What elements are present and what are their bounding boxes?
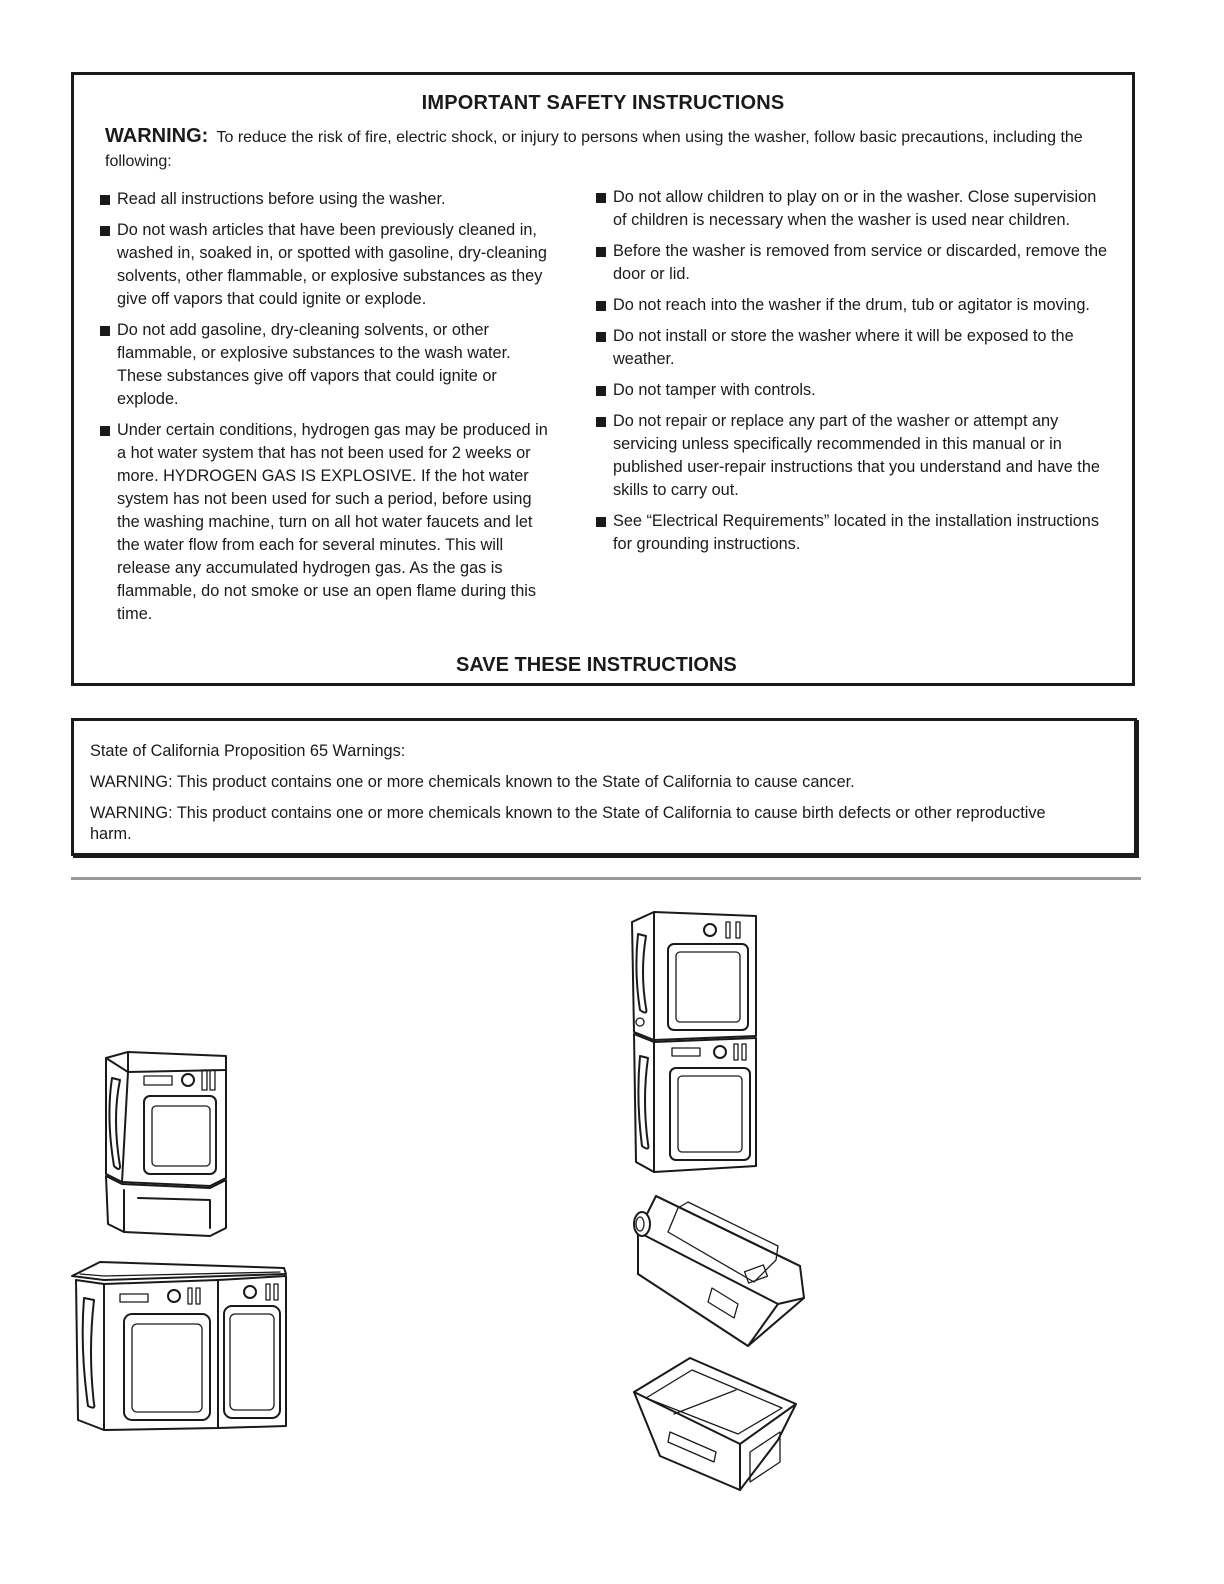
safety-title: IMPORTANT SAFETY INSTRUCTIONS — [421, 92, 785, 114]
list-item: See “Electrical Requirements” located in the installation instructions for grounding instructions. — [594, 510, 1114, 556]
right-column — [594, 186, 1114, 564]
bullet-square-icon — [596, 332, 606, 342]
safety-instructions-box — [71, 72, 1135, 686]
list-item: Do not repair or replace any part of the washer or attempt any servicing unless specifically recommended in this manual or in published user-repair instructions that you understand and have the skills to carry out. — [594, 410, 1114, 502]
warning-label: WARNING: — [105, 125, 209, 147]
bullet-square-icon — [596, 417, 606, 427]
bullet-square-icon — [596, 301, 606, 311]
warning-text: To reduce the risk of fire, electric shock, or injury to persons when using the washer, follow basic precautions, including the following: — [105, 129, 1083, 170]
list-item: Read all instructions before using the washer. — [98, 188, 558, 211]
list-item: Before the washer is removed from service or discarded, remove the door or lid. — [594, 240, 1114, 286]
save-instructions-title: SAVE THESE INSTRUCTIONS — [456, 654, 737, 676]
prop65-title: State of California Proposition 65 Warnings: — [90, 742, 406, 760]
prop65-warning-birth-defects: WARNING: This product contains one or more chemicals known to the State of California to cause birth defects or other reproductive harm. — [90, 804, 1046, 843]
bullet-square-icon — [596, 386, 606, 396]
bullet-square-icon — [596, 193, 606, 203]
bullet-square-icon — [596, 517, 606, 527]
list-item: Do not reach into the washer if the drum, tub or agitator is moving. — [594, 294, 1114, 317]
section-divider — [71, 877, 1141, 880]
list-item: Under certain conditions, hydrogen gas may be produced in a hot water system that has not been used for 2 weeks or more. HYDROGEN GAS IS EXPLOSIVE. If the hot water system has not been used for such a period, before using the washing machine, turn on all hot water faucets and let the water flow from each for several minutes. This will release any accumulated hydrogen gas. As the gas is flammable, do not smoke or use an open flame during this time. — [98, 419, 558, 626]
storage-bin-illustration — [630, 1352, 802, 1500]
bullet-square-icon — [100, 195, 110, 205]
prop65-warning-cancer: WARNING: This product contains one or more chemicals known to the State of California to cause cancer. — [90, 773, 855, 791]
list-item: Do not wash articles that have been previously cleaned in, washed in, soaked in, or spotted with gasoline, dry-cleaning solvents, other flammable, or explosive substances as they give off vapors that could ignite or explode. — [98, 219, 558, 311]
detergent-cartridge-illustration — [628, 1188, 810, 1354]
bullet-square-icon — [100, 326, 110, 336]
list-item: Do not add gasoline, dry-cleaning solvents, or other flammable, or explosive substances to the wash water. These substances give off vapors that could ignite or explode. — [98, 319, 558, 411]
bullet-square-icon — [596, 247, 606, 257]
stacked-washer-dryer-illustration — [628, 910, 764, 1180]
side-by-side-worksurface-illustration — [70, 1258, 292, 1438]
list-item: Do not tamper with controls. — [594, 379, 1114, 402]
list-item: Do not install or store the washer where it will be exposed to the weather. — [594, 325, 1114, 371]
bullet-square-icon — [100, 226, 110, 236]
prop65-box — [71, 718, 1137, 856]
left-column — [98, 188, 558, 634]
washer-on-pedestal-illustration — [98, 1048, 238, 1240]
bullet-square-icon — [100, 426, 110, 436]
warning-intro — [105, 124, 1092, 174]
list-item: Do not allow children to play on or in the washer. Close supervision of children is necessary when the washer is used near children. — [594, 186, 1114, 232]
